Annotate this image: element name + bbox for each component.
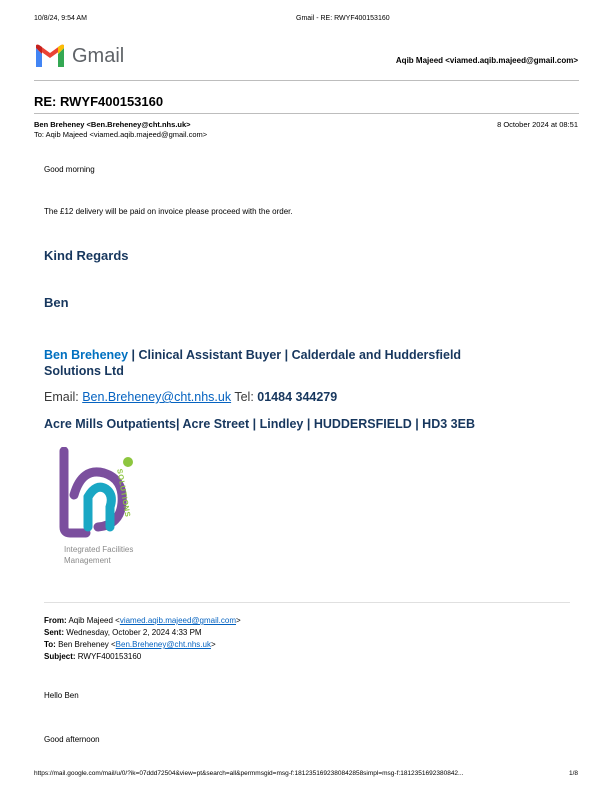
divider [34,80,579,81]
print-datetime: 10/8/24, 9:54 AM [34,15,87,22]
signoff: Ben [44,295,69,310]
email-label: Email: [44,390,83,404]
quote-divider [44,602,570,603]
gmail-wordmark: Gmail [72,45,125,67]
quoted-to: To: Ben Breheney <Ben.Breheney@cht.nhs.uk> [44,640,216,649]
message-to: To: Aqib Majeed <viamed.aqib.majeed@gmail.com> [34,130,208,139]
signature-email-link[interactable]: Ben.Breheney@cht.nhs.uk [82,390,232,404]
gmail-logo-icon [34,44,66,70]
quoted-greeting-1: Hello Ben [44,691,79,700]
quoted-from: From: Aqib Majeed <viamed.aqib.majeed@gmail.com> [44,616,241,625]
signature-address: Acre Mills Outpatients| Acre Street | Lindley | HUDDERSFIELD | HD3 3EB [44,417,475,431]
hb-solutions-logo [52,447,152,539]
signature-phone: 01484 344279 [257,390,338,404]
greeting: Good morning [44,165,95,174]
account-address: Aqib Majeed <viamed.aqib.majeed@gmail.com> [395,56,578,65]
logo-solutions-text: SOLUTIONS [115,468,133,518]
print-footer-url: https://mail.google.com/mail/u/0/?ik=07ddd72504&view=pt&search=all&permmsgid=msg-f:1812351692380842858simpl=msg-f:1812351692380842... [34,770,464,777]
divider [34,113,579,114]
signature-contact [44,390,337,404]
signature-role: | Clinical Assistant Buyer | Calderdale and Huddersfield [128,348,462,362]
quoted-subject: Subject: RWYF400153160 [44,652,142,661]
email-subject: RE: RWYF400153160 [34,94,164,109]
quoted-sent: Sent: Wednesday, October 2, 2024 4:33 PM [44,628,202,637]
logo-caption-line2: Management [64,556,111,565]
signature-company: Solutions Ltd [44,364,124,378]
print-title: Gmail - RE: RWYF400153160 [296,15,390,22]
signature-name: Ben Breheney [44,348,129,362]
logo-caption-line1: Integrated Facilities [64,545,134,554]
print-page-number: 1/8 [568,770,578,777]
message-date: 8 October 2024 at 08:51 [497,120,578,129]
quoted-to-email-link[interactable]: Ben.Breheney@cht.nhs.uk [115,640,211,649]
quoted-from-email-link[interactable]: viamed.aqib.majeed@gmail.com [119,616,236,625]
tel-label: Tel: [231,390,258,404]
quoted-greeting-2: Good afternoon [44,735,100,744]
signature-title [44,348,461,362]
kind-regards: Kind Regards [44,248,129,263]
message-from: Ben Breheney <Ben.Breheney@cht.nhs.uk> [34,120,191,129]
body-text: The £12 delivery will be paid on invoice please proceed with the order. [44,207,293,216]
